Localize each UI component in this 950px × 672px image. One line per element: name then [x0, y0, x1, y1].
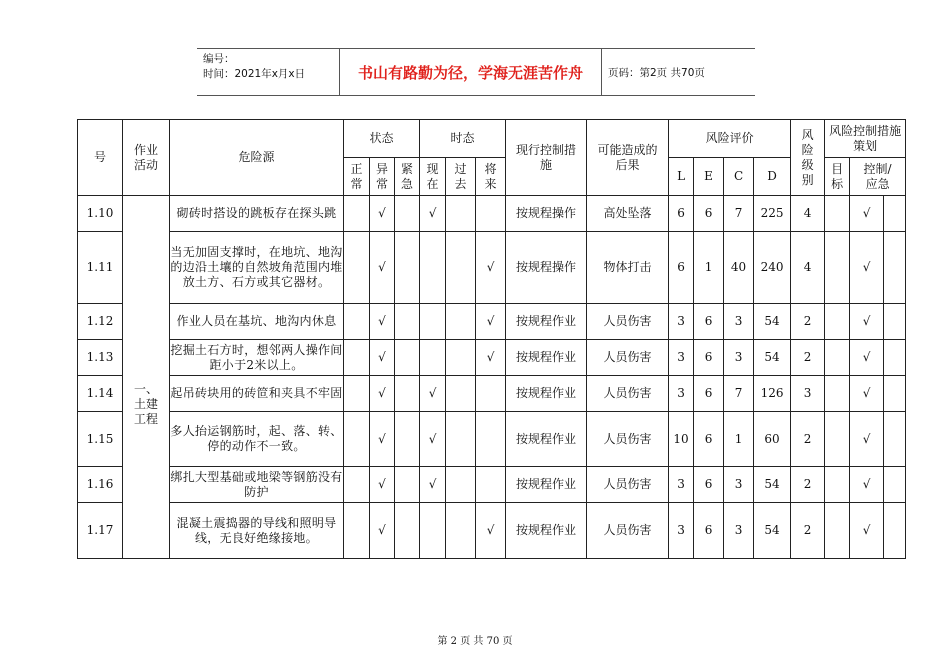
- row-level: 2: [791, 340, 825, 376]
- row-L: 3: [669, 467, 694, 503]
- row-normal: [344, 340, 370, 376]
- row-E: 6: [694, 412, 724, 467]
- col-L: L: [669, 158, 694, 196]
- row-control: √: [850, 232, 884, 304]
- col-hazard: 危险源: [170, 120, 344, 196]
- row-level: 2: [791, 467, 825, 503]
- row-past: [446, 503, 476, 559]
- col-tense: 时态: [420, 120, 506, 158]
- row-no: 1.14: [78, 376, 123, 412]
- row-level: 3: [791, 376, 825, 412]
- row-control: √: [850, 412, 884, 467]
- col-risk-eval: 风险评价: [669, 120, 791, 158]
- row-past: [446, 340, 476, 376]
- row-emergency: [395, 196, 420, 232]
- row-result: 物体打击: [587, 232, 669, 304]
- table-row: [78, 412, 906, 467]
- row-blank: [884, 503, 906, 559]
- row-target: [825, 503, 850, 559]
- row-measure: 按规程作业: [506, 503, 587, 559]
- row-emergency: [395, 232, 420, 304]
- row-now: √: [420, 196, 446, 232]
- row-hazard: 绑扎大型基础或地梁等钢筋没有防护: [170, 467, 344, 503]
- row-target: [825, 412, 850, 467]
- row-result: 人员伤害: [587, 503, 669, 559]
- row-D: 126: [754, 376, 791, 412]
- motto: 书山有路勤为径，学海无涯苦作舟: [340, 49, 602, 95]
- row-hazard: 起吊砖块用的砖笸和夹具不牢固: [170, 376, 344, 412]
- col-consequence: 可能造成的后果: [587, 120, 669, 196]
- row-normal: [344, 376, 370, 412]
- document-header: [197, 48, 755, 96]
- row-L: 3: [669, 304, 694, 340]
- row-no: 1.12: [78, 304, 123, 340]
- row-normal: [344, 232, 370, 304]
- row-blank: [884, 304, 906, 340]
- row-E: 6: [694, 340, 724, 376]
- row-C: 7: [724, 196, 754, 232]
- row-blank: [884, 196, 906, 232]
- col-C: C: [724, 158, 754, 196]
- row-C: 7: [724, 376, 754, 412]
- row-future: √: [476, 304, 506, 340]
- row-abnormal: √: [370, 304, 395, 340]
- row-future: √: [476, 503, 506, 559]
- row-L: 3: [669, 376, 694, 412]
- row-emergency: [395, 376, 420, 412]
- row-abnormal: √: [370, 467, 395, 503]
- row-future: [476, 467, 506, 503]
- table-row: [78, 503, 906, 559]
- page-label: 页码：第2页 共70页: [608, 66, 705, 79]
- row-D: 54: [754, 503, 791, 559]
- row-L: 3: [669, 503, 694, 559]
- row-hazard: 作业人员在基坑、地沟内休息: [170, 304, 344, 340]
- col-tense-now: 现在: [420, 158, 446, 196]
- footer-page-number: 第 2 页 共 70 页: [437, 636, 513, 647]
- row-hazard: 当无加固支撑时，在地坑、地沟的边沿土壤的自然坡角范围内堆放土方、石方或其它器材。: [170, 232, 344, 304]
- col-risk-level: 风险级别: [791, 120, 825, 196]
- row-D: 225: [754, 196, 791, 232]
- row-blank: [884, 232, 906, 304]
- row-target: [825, 196, 850, 232]
- row-blank: [884, 340, 906, 376]
- row-L: 6: [669, 232, 694, 304]
- row-E: 6: [694, 304, 724, 340]
- row-level: 2: [791, 412, 825, 467]
- table-row: [78, 196, 906, 232]
- row-measure: 按规程操作: [506, 196, 587, 232]
- row-normal: [344, 467, 370, 503]
- risk-table: [77, 119, 906, 559]
- row-past: [446, 412, 476, 467]
- row-blank: [884, 376, 906, 412]
- row-measure: 按规程作业: [506, 304, 587, 340]
- row-blank: [884, 467, 906, 503]
- row-D: 54: [754, 467, 791, 503]
- row-emergency: [395, 340, 420, 376]
- row-E: 6: [694, 503, 724, 559]
- col-tense-past: 过去: [446, 158, 476, 196]
- col-activity: 作业活动: [123, 120, 170, 196]
- row-C: 3: [724, 467, 754, 503]
- row-abnormal: √: [370, 412, 395, 467]
- row-measure: 按规程操作: [506, 232, 587, 304]
- row-C: 40: [724, 232, 754, 304]
- row-D: 240: [754, 232, 791, 304]
- row-E: 6: [694, 376, 724, 412]
- row-level: 2: [791, 304, 825, 340]
- row-abnormal: √: [370, 196, 395, 232]
- row-C: 3: [724, 503, 754, 559]
- row-emergency: [395, 467, 420, 503]
- row-hazard: 混凝土震捣器的导线和照明导线，无良好绝缘接地。: [170, 503, 344, 559]
- row-hazard: 挖掘土石方时，想邻两人操作间距小于2米以上。: [170, 340, 344, 376]
- row-measure: 按规程作业: [506, 340, 587, 376]
- row-level: 4: [791, 232, 825, 304]
- row-control: √: [850, 304, 884, 340]
- row-no: 1.17: [78, 503, 123, 559]
- col-tense-future: 将来: [476, 158, 506, 196]
- col-state: 状态: [344, 120, 420, 158]
- col-state-abnormal: 异常: [370, 158, 395, 196]
- row-past: [446, 232, 476, 304]
- row-C: 1: [724, 412, 754, 467]
- row-no: 1.15: [78, 412, 123, 467]
- row-E: 1: [694, 232, 724, 304]
- col-E: E: [694, 158, 724, 196]
- row-D: 54: [754, 340, 791, 376]
- row-result: 人员伤害: [587, 467, 669, 503]
- col-D: D: [754, 158, 791, 196]
- row-control: √: [850, 467, 884, 503]
- row-measure: 按规程作业: [506, 376, 587, 412]
- row-past: [446, 196, 476, 232]
- row-emergency: [395, 304, 420, 340]
- row-D: 60: [754, 412, 791, 467]
- row-measure: 按规程作业: [506, 412, 587, 467]
- row-target: [825, 304, 850, 340]
- col-plan: 风险控制措施策划: [825, 120, 906, 158]
- row-now: √: [420, 412, 446, 467]
- col-state-normal: 正常: [344, 158, 370, 196]
- row-L: 3: [669, 340, 694, 376]
- row-abnormal: √: [370, 340, 395, 376]
- col-plan-control: 控制/应急: [850, 158, 906, 196]
- row-future: √: [476, 340, 506, 376]
- header-meta: [197, 49, 340, 95]
- row-hazard: 砌砖时搭设的跳板存在探头跳: [170, 196, 344, 232]
- col-no: 号: [78, 120, 123, 196]
- row-measure: 按规程作业: [506, 467, 587, 503]
- row-now: [420, 232, 446, 304]
- row-future: √: [476, 232, 506, 304]
- row-activity: 一、土建工程: [123, 196, 170, 559]
- row-target: [825, 340, 850, 376]
- row-level: 2: [791, 503, 825, 559]
- row-abnormal: √: [370, 232, 395, 304]
- row-target: [825, 467, 850, 503]
- header-row: [78, 120, 906, 158]
- row-control: √: [850, 503, 884, 559]
- row-E: 6: [694, 467, 724, 503]
- col-plan-target: 目标: [825, 158, 850, 196]
- row-abnormal: √: [370, 376, 395, 412]
- row-blank: [884, 412, 906, 467]
- row-target: [825, 376, 850, 412]
- row-no: 1.13: [78, 340, 123, 376]
- row-past: [446, 304, 476, 340]
- row-result: 高处坠落: [587, 196, 669, 232]
- row-future: [476, 412, 506, 467]
- row-abnormal: √: [370, 503, 395, 559]
- row-normal: [344, 503, 370, 559]
- row-result: 人员伤害: [587, 412, 669, 467]
- row-target: [825, 232, 850, 304]
- row-level: 4: [791, 196, 825, 232]
- row-no: 1.10: [78, 196, 123, 232]
- row-L: 6: [669, 196, 694, 232]
- col-measures: 现行控制措施: [506, 120, 587, 196]
- row-emergency: [395, 412, 420, 467]
- row-hazard: 多人抬运钢筋时，起、落、转、停的动作不一致。: [170, 412, 344, 467]
- code-label: 编号：: [203, 53, 235, 65]
- row-now: [420, 503, 446, 559]
- row-past: [446, 467, 476, 503]
- table-row: [78, 232, 906, 304]
- row-normal: [344, 304, 370, 340]
- table-row: [78, 340, 906, 376]
- row-C: 3: [724, 340, 754, 376]
- row-control: √: [850, 340, 884, 376]
- row-emergency: [395, 503, 420, 559]
- row-no: 1.11: [78, 232, 123, 304]
- row-no: 1.16: [78, 467, 123, 503]
- row-now: [420, 340, 446, 376]
- row-now: √: [420, 467, 446, 503]
- row-D: 54: [754, 304, 791, 340]
- row-result: 人员伤害: [587, 304, 669, 340]
- date-label: 时间：2021年x月x日: [203, 68, 306, 80]
- row-future: [476, 196, 506, 232]
- page-footer: [0, 632, 950, 647]
- row-result: 人员伤害: [587, 340, 669, 376]
- row-E: 6: [694, 196, 724, 232]
- row-now: [420, 304, 446, 340]
- row-normal: [344, 196, 370, 232]
- row-normal: [344, 412, 370, 467]
- table-row: [78, 304, 906, 340]
- row-now: √: [420, 376, 446, 412]
- row-result: 人员伤害: [587, 376, 669, 412]
- table-row: [78, 467, 906, 503]
- row-control: √: [850, 376, 884, 412]
- table-row: [78, 376, 906, 412]
- row-past: [446, 376, 476, 412]
- row-L: 10: [669, 412, 694, 467]
- row-future: [476, 376, 506, 412]
- row-C: 3: [724, 304, 754, 340]
- row-control: √: [850, 196, 884, 232]
- col-state-emergency: 紧急: [395, 158, 420, 196]
